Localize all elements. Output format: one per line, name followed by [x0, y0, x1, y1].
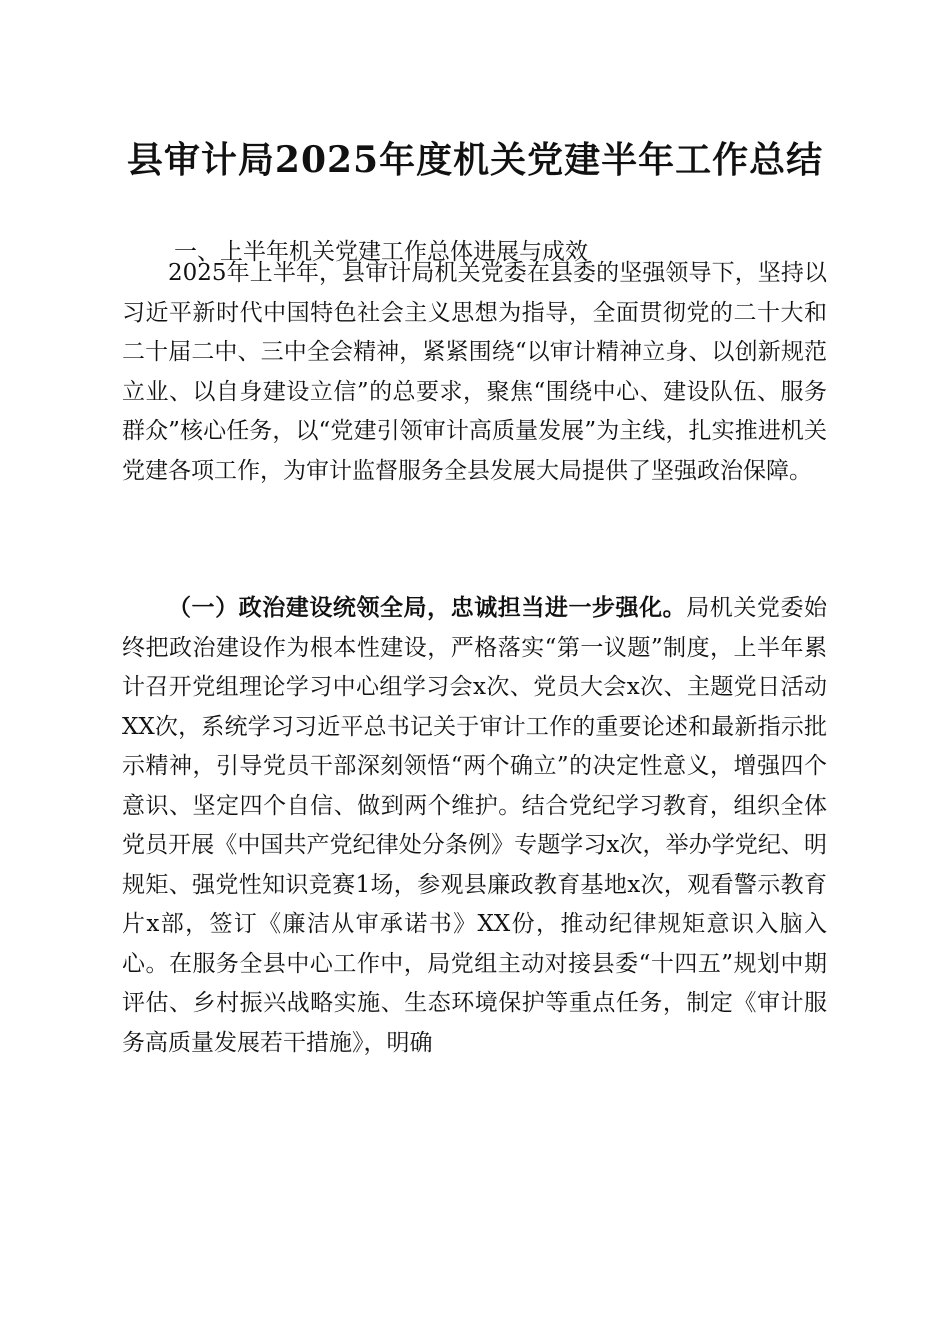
document-title: 县审计局2025年度机关党建半年工作总结 — [126, 139, 824, 181]
subsection-lead: （一）政治建设统领全局，忠诚担当进一步强化。 — [168, 594, 687, 621]
subsection-body: 局机关党委始终把政治建设作为根本性建设，严格落实“第一议题”制度，上半年累计召开党组理论学习中心组学习会x次、党员大会x次、主题党日活动XX次，系统学习习近平总书记关于审计工作的重要论述和最新指示批示精神，引导党员干部深刻领悟“两个确立”的决定性意义，增强四个意识、坚定四个自信、做到两个维护。结合党纪学习教育，组织全体党员开展《中国共产党纪律处分条例》专题学习x次，举办学党纪、明规矩、强党性知识竞赛1场，参观县廉政教育基地x次，观看警示教育片x部，签订《廉洁从审承诺书》XX份，推动纪律规矩意识入脑入心。在服务全县中心工作中，局党组主动对接县委“十四五”规划中期评估、乡村振兴战略实施、生态环境保护等重点任务，制定《审计服务高质量发展若干措施》，明确 — [122, 595, 828, 1056]
section-heading: 一、上半年机关党建工作总体进展与成效 — [174, 239, 588, 265]
body-paragraph-2 — [122, 588, 827, 1063]
body-paragraph-1: 2025年上半年，县审计局机关党委在县委的坚强领导下，坚持以习近平新时代中国特色社会主义思想为指导，全面贯彻党的二十大和二十届二中、三中全会精神，紧紧围绕“以审计精神立身、以创新规范立业、以自身建设立信”的总要求，聚焦“围绕中心、建设队伍、服务群众”核心任务，以“党建引领审计高质量发展”为主线，扎实推进机关党建各项工作，为审计监督服务全县发展大局提供了坚强政治保障。 — [122, 260, 827, 484]
